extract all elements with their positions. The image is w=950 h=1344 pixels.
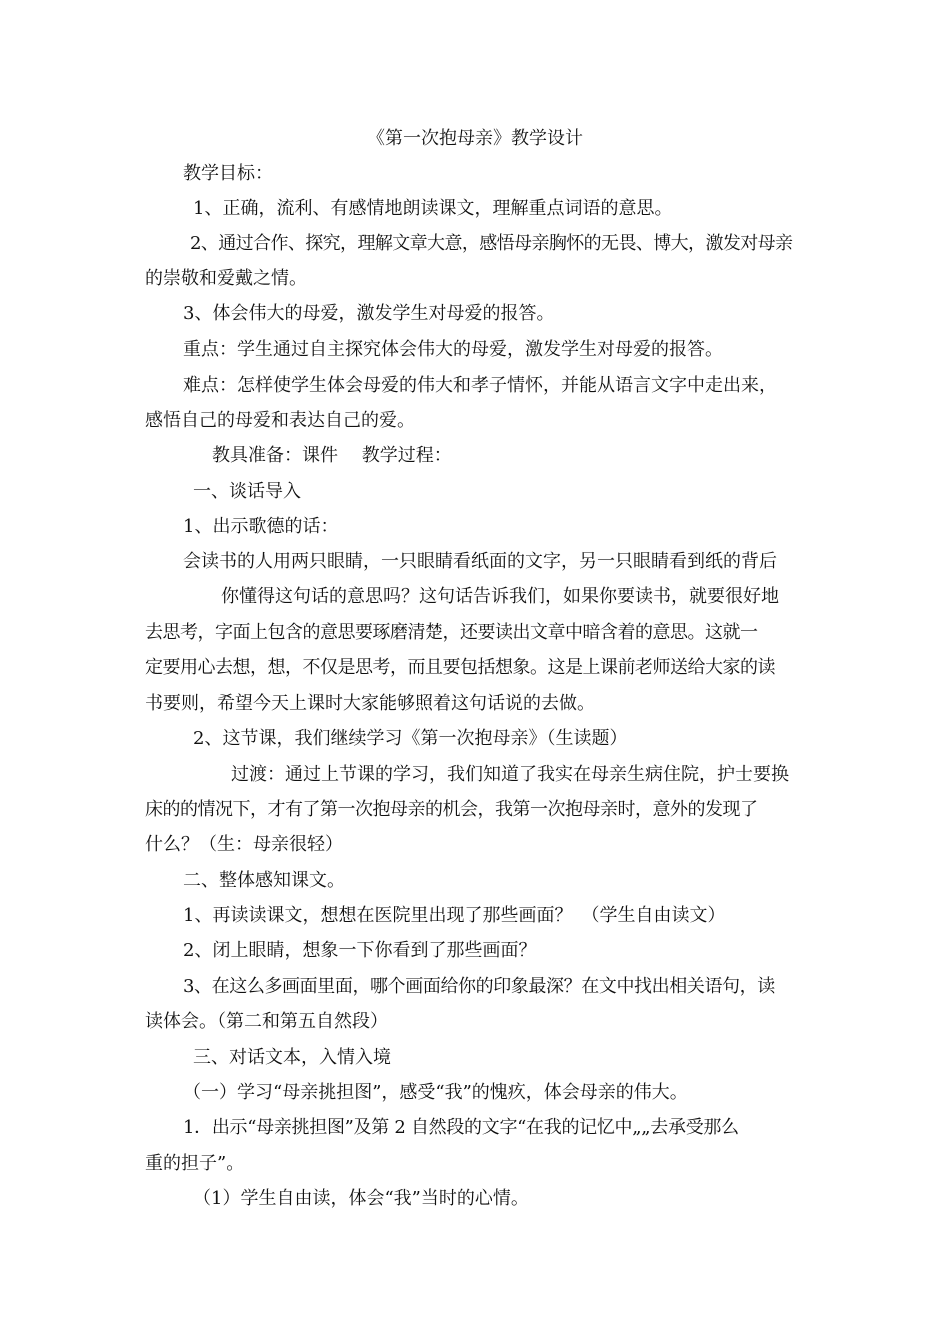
text-line: 你懂得这句话的意思吗？这句话告诉我们，如果你要读书，就要很好地 [221,586,779,607]
text-line: 教具准备：课件 教学过程： [212,445,452,466]
text-line: 1、再读读课文，想想在医院里出现了那些画面？ （学生自由读文） [183,905,726,926]
text-line: 重点：学生通过自主探究体会伟大的母爱，激发学生对母爱的报答。 [183,339,723,360]
text-line: 2、通过合作、探究，理解文章大意，感悟母亲胸怀的无畏、博大，激发对母亲 [190,233,793,254]
text-line: 书要则，希望今天上课时大家能够照着这句话说的去做。 [145,693,595,714]
text-line: （1）学生自由读，体会“我”当时的心情。 [193,1188,529,1209]
text-line: 过渡：通过上节课的学习，我们知道了我实在母亲生病住院，护士要换 [231,764,789,785]
text-line: 定要用心去想，想，不仅是思考，而且要包括想象。这是上课前老师送给大家的读 [145,657,775,678]
section-heading: 二、整体感知课文。 [183,870,345,891]
text-line: 的崇敬和爱戴之情。 [145,268,307,289]
text-line: 会读书的人用两只眼睛，一只眼睛看纸面的文字，另一只眼睛看到纸的背后 [183,551,777,572]
text-line: 2、闭上眼睛，想象一下你看到了那些画面？ [183,940,537,961]
text-line: 2、这节课，我们继续学习《第一次抱母亲》（生读题） [193,728,628,749]
document-title: 《第一次抱母亲》教学设计 [367,128,583,149]
text-line: 教学目标： [183,163,273,184]
text-line: （一）学习“母亲挑担图”，感受“我”的愧疚，体会母亲的伟大。 [183,1082,688,1103]
section-heading: 一、谈话导入 [193,481,301,502]
text-line: 重的担子”。 [145,1153,245,1174]
text-line: 床的的情况下，才有了第一次抱母亲的机会，我第一次抱母亲时，意外的发现了 [145,799,758,820]
text-line: 1．出示“母亲挑担图”及第 2 自然段的文字“在我的记忆中„„去承受那么 [183,1117,739,1138]
text-line: 3、体会伟大的母爱，激发学生对母爱的报答。 [183,303,555,324]
text-line: 1、出示歌德的话： [183,516,339,537]
text-line: 什么？（生：母亲很轻） [145,834,343,855]
text-line: 难点：怎样使学生体会母爱的伟大和孝子情怀，并能从语言文字中走出来， [183,375,777,396]
text-line: 去思考，字面上包含的意思要琢磨清楚，还要读出文章中暗含着的意思。这就一 [145,622,758,643]
text-line: 读体会。（第二和第五自然段） [145,1011,388,1032]
section-heading: 三、对话文本，入情入境 [193,1047,391,1068]
text-line: 感悟自己的母爱和表达自己的爱。 [145,410,415,431]
text-line: 3、在这么多画面里面，哪个画面给你的印象最深？在文中找出相关语句，读 [183,976,775,997]
text-line: 1、正确，流利、有感情地朗读课文，理解重点词语的意思。 [193,198,673,219]
